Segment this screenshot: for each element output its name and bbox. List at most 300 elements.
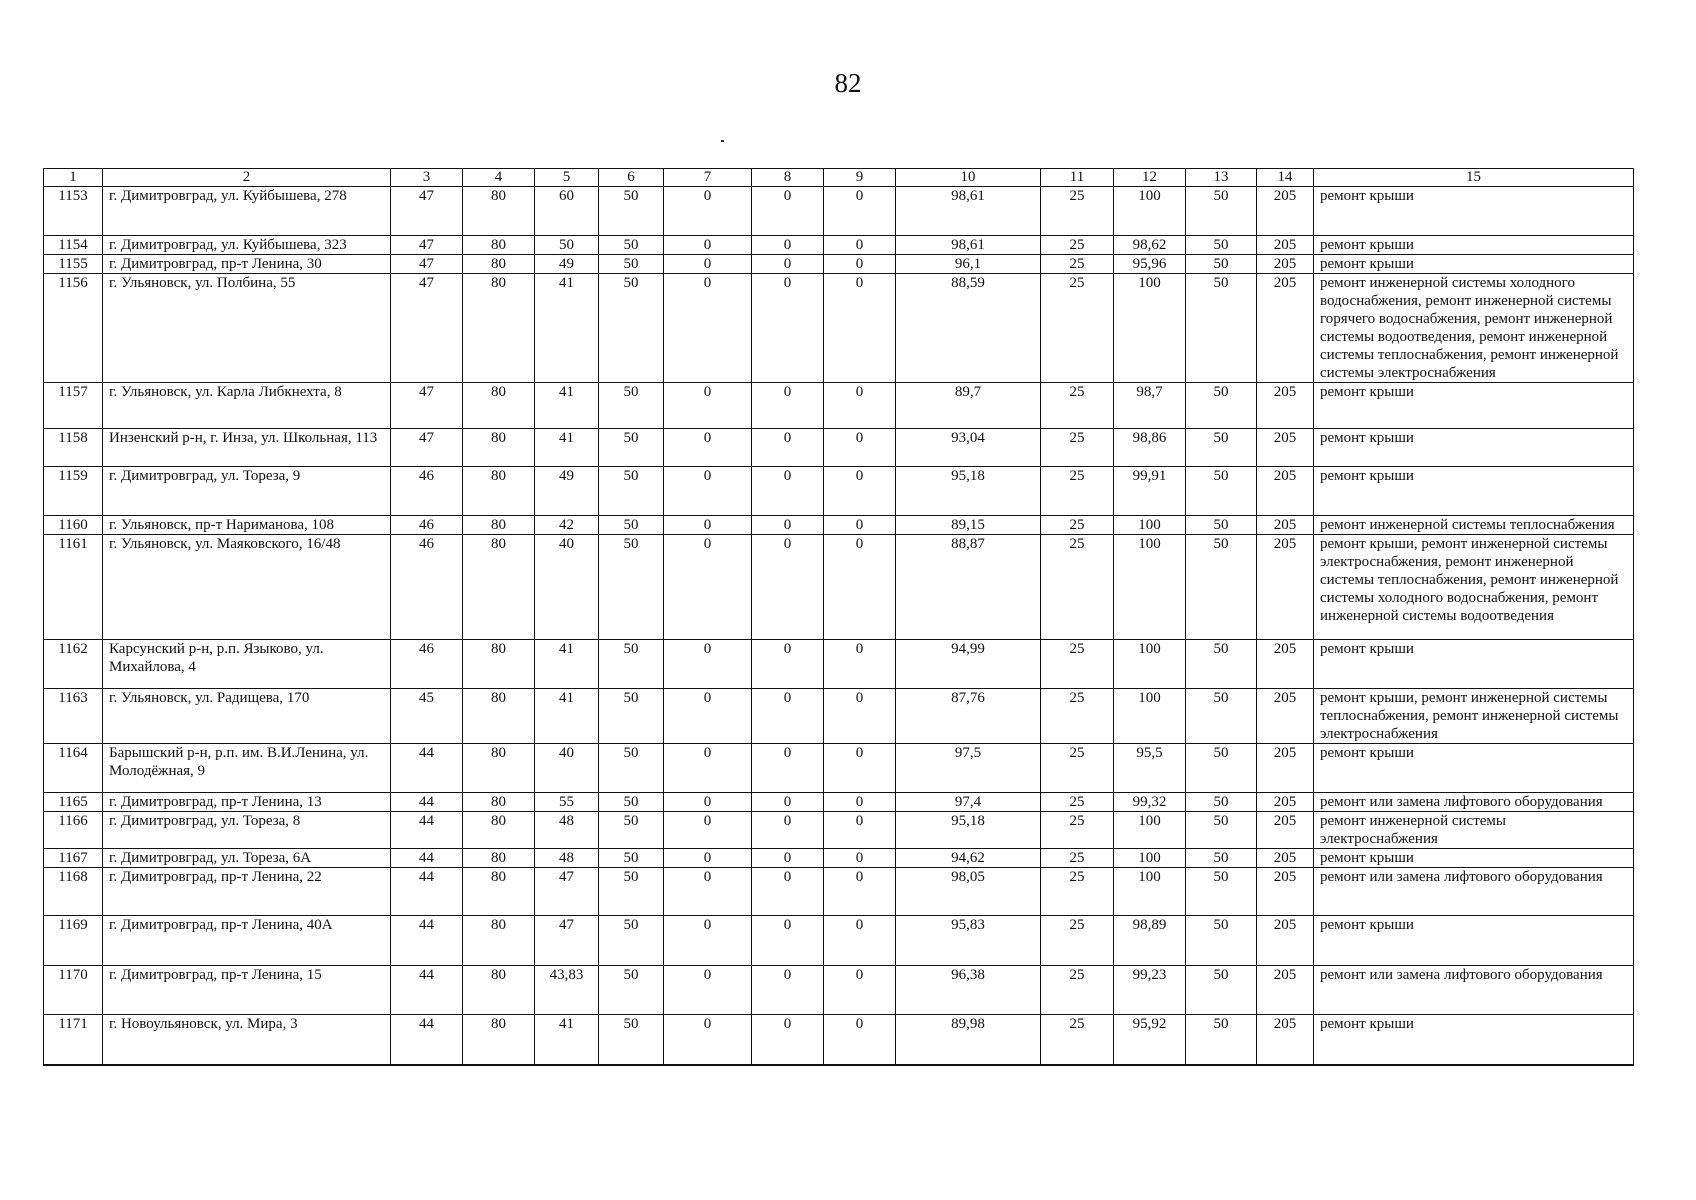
cell-col-15: ремонт крыши [1314,467,1634,516]
cell-col-6: 50 [599,868,664,916]
cell-col-3: 47 [391,187,463,236]
cell-col-7: 0 [664,516,752,535]
cell-col-2: г. Димитровград, пр-т Ленина, 40А [103,916,391,966]
cell-col-2: г. Димитровград, пр-т Ленина, 13 [103,793,391,812]
page-number: 82 [834,68,862,98]
cell-col-8: 0 [752,187,824,236]
cell-col-3: 44 [391,916,463,966]
cell-col-3: 44 [391,868,463,916]
cell-col-13: 50 [1186,467,1257,516]
cell-col-6: 50 [599,689,664,744]
cell-col-1: 1163 [44,689,103,744]
cell-col-5: 50 [535,236,599,255]
cell-col-13: 50 [1186,516,1257,535]
cell-col-13: 50 [1186,1015,1257,1065]
cell-col-10: 96,38 [896,966,1041,1015]
cell-col-6: 50 [599,274,664,383]
table-row [44,535,1634,640]
cell-col-7: 0 [664,535,752,640]
cell-col-8: 0 [752,236,824,255]
cell-col-9: 0 [824,516,896,535]
cell-col-6: 50 [599,187,664,236]
cell-col-12: 98,7 [1114,383,1186,429]
cell-col-7: 0 [664,849,752,868]
cell-col-10: 87,76 [896,689,1041,744]
cell-col-1: 1153 [44,187,103,236]
cell-col-5: 60 [535,187,599,236]
cell-col-12: 99,91 [1114,467,1186,516]
cell-col-2: г. Новоульяновск, ул. Мира, 3 [103,1015,391,1065]
column-number-9: 9 [824,169,896,187]
cell-col-2: г. Димитровград, пр-т Ленина, 22 [103,868,391,916]
cell-col-15: ремонт крыши [1314,1015,1634,1065]
cell-col-14: 205 [1257,274,1314,383]
cell-col-8: 0 [752,429,824,467]
cell-col-12: 100 [1114,516,1186,535]
cell-col-2: г. Ульяновск, пр-т Нариманова, 108 [103,516,391,535]
cell-col-11: 25 [1041,255,1114,274]
cell-col-2: г. Димитровград, ул. Тореза, 8 [103,812,391,849]
cell-col-9: 0 [824,255,896,274]
cell-col-3: 47 [391,255,463,274]
cell-col-9: 0 [824,640,896,689]
cell-col-9: 0 [824,383,896,429]
cell-col-15: ремонт крыши [1314,429,1634,467]
cell-col-3: 44 [391,793,463,812]
cell-col-3: 44 [391,744,463,793]
cell-col-12: 100 [1114,274,1186,383]
cell-col-5: 40 [535,535,599,640]
cell-col-1: 1171 [44,1015,103,1065]
cell-col-1: 1162 [44,640,103,689]
cell-col-6: 50 [599,916,664,966]
cell-col-9: 0 [824,849,896,868]
cell-col-5: 40 [535,744,599,793]
cell-col-10: 97,5 [896,744,1041,793]
cell-col-13: 50 [1186,966,1257,1015]
cell-col-7: 0 [664,383,752,429]
cell-col-12: 99,32 [1114,793,1186,812]
cell-col-13: 50 [1186,383,1257,429]
table-row [44,187,1634,236]
cell-col-13: 50 [1186,812,1257,849]
cell-col-4: 80 [463,535,535,640]
table-row [44,516,1634,535]
cell-col-7: 0 [664,868,752,916]
cell-col-8: 0 [752,1015,824,1065]
cell-col-13: 50 [1186,236,1257,255]
table-row [44,274,1634,383]
cell-col-11: 25 [1041,467,1114,516]
cell-col-14: 205 [1257,793,1314,812]
cell-col-13: 50 [1186,187,1257,236]
table-row [44,689,1634,744]
cell-col-2: Барышский р-н, р.п. им. В.И.Ленина, ул. Молодёжная, 9 [103,744,391,793]
cell-col-3: 46 [391,535,463,640]
cell-col-14: 205 [1257,640,1314,689]
cell-col-15: ремонт крыши [1314,640,1634,689]
cell-col-2: г. Димитровград, пр-т Ленина, 30 [103,255,391,274]
cell-col-14: 205 [1257,383,1314,429]
cell-col-8: 0 [752,868,824,916]
cell-col-13: 50 [1186,274,1257,383]
cell-col-1: 1157 [44,383,103,429]
column-number-6: 6 [599,169,664,187]
cell-col-3: 44 [391,849,463,868]
table-row [44,429,1634,467]
cell-col-5: 47 [535,916,599,966]
cell-col-10: 98,61 [896,236,1041,255]
cell-col-1: 1158 [44,429,103,467]
cell-col-10: 98,61 [896,187,1041,236]
cell-col-11: 25 [1041,849,1114,868]
cell-col-15: ремонт инженерной системы электроснабжения [1314,812,1634,849]
cell-col-2: г. Ульяновск, ул. Радищева, 170 [103,689,391,744]
cell-col-15: ремонт крыши [1314,849,1634,868]
cell-col-14: 205 [1257,535,1314,640]
cell-col-11: 25 [1041,535,1114,640]
cell-col-1: 1155 [44,255,103,274]
cell-col-13: 50 [1186,916,1257,966]
table-row [44,467,1634,516]
cell-col-14: 205 [1257,689,1314,744]
column-number-12: 12 [1114,169,1186,187]
cell-col-4: 80 [463,1015,535,1065]
cell-col-1: 1161 [44,535,103,640]
scan-speck [721,140,724,142]
table-row [44,255,1634,274]
cell-col-4: 80 [463,812,535,849]
cell-col-4: 80 [463,255,535,274]
cell-col-2: г. Ульяновск, ул. Полбина, 55 [103,274,391,383]
cell-col-11: 25 [1041,429,1114,467]
cell-col-7: 0 [664,429,752,467]
cell-col-8: 0 [752,467,824,516]
cell-col-11: 25 [1041,689,1114,744]
cell-col-3: 47 [391,236,463,255]
cell-col-4: 80 [463,849,535,868]
cell-col-15: ремонт крыши, ремонт инженерной системы электроснабжения, ремонт инженерной системы теплоснабжения, ремонт инженерной системы холодного водоснабжения, ремонт инженерной системы водоотведения [1314,535,1634,640]
cell-col-10: 96,1 [896,255,1041,274]
cell-col-14: 205 [1257,467,1314,516]
cell-col-4: 80 [463,640,535,689]
cell-col-7: 0 [664,236,752,255]
column-number-3: 3 [391,169,463,187]
cell-col-8: 0 [752,916,824,966]
cell-col-5: 48 [535,812,599,849]
cell-col-5: 49 [535,467,599,516]
cell-col-5: 41 [535,429,599,467]
cell-col-10: 94,62 [896,849,1041,868]
cell-col-2: г. Ульяновск, ул. Карла Либкнехта, 8 [103,383,391,429]
cell-col-3: 44 [391,1015,463,1065]
table-row [44,916,1634,966]
cell-col-11: 25 [1041,1015,1114,1065]
cell-col-15: ремонт крыши [1314,187,1634,236]
cell-col-12: 100 [1114,868,1186,916]
cell-col-10: 89,7 [896,383,1041,429]
cell-col-3: 46 [391,516,463,535]
cell-col-8: 0 [752,689,824,744]
column-number-15: 15 [1314,169,1634,187]
cell-col-15: ремонт крыши [1314,916,1634,966]
cell-col-13: 50 [1186,255,1257,274]
cell-col-10: 97,4 [896,793,1041,812]
cell-col-5: 41 [535,274,599,383]
cell-col-15: ремонт или замена лифтового оборудования [1314,793,1634,812]
cell-col-10: 88,59 [896,274,1041,383]
cell-col-5: 42 [535,516,599,535]
cell-col-14: 205 [1257,812,1314,849]
cell-col-12: 98,62 [1114,236,1186,255]
cell-col-4: 80 [463,429,535,467]
cell-col-8: 0 [752,812,824,849]
cell-col-6: 50 [599,255,664,274]
cell-col-14: 205 [1257,1015,1314,1065]
cell-col-4: 80 [463,467,535,516]
cell-col-1: 1164 [44,744,103,793]
cell-col-14: 205 [1257,744,1314,793]
table-row [44,812,1634,849]
cell-col-14: 205 [1257,236,1314,255]
cell-col-12: 99,23 [1114,966,1186,1015]
cell-col-8: 0 [752,744,824,793]
cell-col-2: Инзенский р-н, г. Инза, ул. Школьная, 113 [103,429,391,467]
cell-col-12: 95,5 [1114,744,1186,793]
cell-col-7: 0 [664,640,752,689]
cell-col-6: 50 [599,1015,664,1065]
table-header [44,169,1634,187]
cell-col-8: 0 [752,274,824,383]
column-number-4: 4 [463,169,535,187]
cell-col-4: 80 [463,383,535,429]
cell-col-4: 80 [463,916,535,966]
cell-col-14: 205 [1257,916,1314,966]
table-row [44,744,1634,793]
cell-col-7: 0 [664,274,752,383]
cell-col-11: 25 [1041,274,1114,383]
cell-col-7: 0 [664,467,752,516]
cell-col-5: 41 [535,1015,599,1065]
cell-col-9: 0 [824,868,896,916]
table-row [44,640,1634,689]
cell-col-6: 50 [599,793,664,812]
cell-col-7: 0 [664,255,752,274]
cell-col-4: 80 [463,187,535,236]
cell-col-15: ремонт инженерной системы холодного водоснабжения, ремонт инженерной системы горячего водоснабжения, ремонт инженерной системы водоотведения, ремонт инженерной системы теплоснабжения, ремонт инженерной системы электроснабжения [1314,274,1634,383]
cell-col-3: 46 [391,467,463,516]
cell-col-12: 95,96 [1114,255,1186,274]
column-number-11: 11 [1041,169,1114,187]
cell-col-7: 0 [664,744,752,793]
cell-col-10: 93,04 [896,429,1041,467]
cell-col-2: г. Ульяновск, ул. Маяковского, 16/48 [103,535,391,640]
cell-col-6: 50 [599,236,664,255]
cell-col-9: 0 [824,966,896,1015]
cell-col-6: 50 [599,535,664,640]
cell-col-12: 100 [1114,812,1186,849]
cell-col-10: 89,98 [896,1015,1041,1065]
cell-col-13: 50 [1186,429,1257,467]
cell-col-15: ремонт или замена лифтового оборудования [1314,868,1634,916]
cell-col-12: 100 [1114,689,1186,744]
cell-col-5: 47 [535,868,599,916]
cell-col-4: 80 [463,868,535,916]
cell-col-12: 100 [1114,640,1186,689]
cell-col-4: 80 [463,744,535,793]
cell-col-3: 47 [391,383,463,429]
cell-col-13: 50 [1186,868,1257,916]
cell-col-5: 43,83 [535,966,599,1015]
cell-col-11: 25 [1041,793,1114,812]
column-number-2: 2 [103,169,391,187]
column-number-5: 5 [535,169,599,187]
column-number-14: 14 [1257,169,1314,187]
cell-col-7: 0 [664,916,752,966]
cell-col-6: 50 [599,849,664,868]
cell-col-12: 100 [1114,187,1186,236]
cell-col-9: 0 [824,429,896,467]
cell-col-11: 25 [1041,383,1114,429]
cell-col-6: 50 [599,383,664,429]
cell-col-12: 98,86 [1114,429,1186,467]
column-number-7: 7 [664,169,752,187]
cell-col-6: 50 [599,516,664,535]
cell-col-11: 25 [1041,187,1114,236]
cell-col-1: 1160 [44,516,103,535]
cell-col-5: 41 [535,640,599,689]
cell-col-2: г. Димитровград, ул. Куйбышева, 323 [103,236,391,255]
cell-col-13: 50 [1186,535,1257,640]
cell-col-2: г. Димитровград, пр-т Ленина, 15 [103,966,391,1015]
column-number-10: 10 [896,169,1041,187]
cell-col-7: 0 [664,689,752,744]
cell-col-7: 0 [664,187,752,236]
table-row [44,849,1634,868]
cell-col-3: 47 [391,274,463,383]
cell-col-10: 95,83 [896,916,1041,966]
cell-col-9: 0 [824,793,896,812]
cell-col-2: г. Димитровград, ул. Тореза, 6А [103,849,391,868]
cell-col-13: 50 [1186,689,1257,744]
cell-col-10: 94,99 [896,640,1041,689]
cell-col-4: 80 [463,516,535,535]
cell-col-15: ремонт крыши [1314,383,1634,429]
cell-col-7: 0 [664,966,752,1015]
cell-col-2: г. Димитровград, ул. Тореза, 9 [103,467,391,516]
cell-col-8: 0 [752,383,824,429]
cell-col-15: ремонт или замена лифтового оборудования [1314,966,1634,1015]
cell-col-5: 49 [535,255,599,274]
cell-col-1: 1165 [44,793,103,812]
cell-col-15: ремонт крыши [1314,255,1634,274]
cell-col-9: 0 [824,187,896,236]
cell-col-11: 25 [1041,916,1114,966]
cell-col-11: 25 [1041,236,1114,255]
cell-col-9: 0 [824,744,896,793]
cell-col-14: 205 [1257,187,1314,236]
cell-col-5: 55 [535,793,599,812]
cell-col-14: 205 [1257,516,1314,535]
cell-col-1: 1170 [44,966,103,1015]
cell-col-3: 45 [391,689,463,744]
cell-col-14: 205 [1257,849,1314,868]
cell-col-7: 0 [664,793,752,812]
cell-col-4: 80 [463,966,535,1015]
cell-col-6: 50 [599,429,664,467]
cell-col-8: 0 [752,255,824,274]
cell-col-10: 89,15 [896,516,1041,535]
cell-col-9: 0 [824,274,896,383]
cell-col-6: 50 [599,467,664,516]
table-row [44,1015,1634,1065]
cell-col-2: Карсунский р-н, р.п. Языково, ул. Михайлова, 4 [103,640,391,689]
cell-col-10: 88,87 [896,535,1041,640]
cell-col-14: 205 [1257,868,1314,916]
cell-col-14: 205 [1257,429,1314,467]
cell-col-3: 44 [391,812,463,849]
cell-col-13: 50 [1186,849,1257,868]
cell-col-1: 1167 [44,849,103,868]
cell-col-8: 0 [752,516,824,535]
cell-col-6: 50 [599,640,664,689]
cell-col-11: 25 [1041,516,1114,535]
cell-col-14: 205 [1257,966,1314,1015]
table-row [44,383,1634,429]
cell-col-15: ремонт крыши [1314,744,1634,793]
cell-col-12: 98,89 [1114,916,1186,966]
cell-col-11: 25 [1041,966,1114,1015]
cell-col-3: 46 [391,640,463,689]
cell-col-1: 1159 [44,467,103,516]
cell-col-7: 0 [664,1015,752,1065]
cell-col-12: 95,92 [1114,1015,1186,1065]
cell-col-10: 95,18 [896,467,1041,516]
cell-col-8: 0 [752,966,824,1015]
table-body [44,187,1634,1065]
cell-col-7: 0 [664,812,752,849]
cell-col-12: 100 [1114,849,1186,868]
cell-col-8: 0 [752,640,824,689]
table-row [44,236,1634,255]
cell-col-9: 0 [824,812,896,849]
cell-col-9: 0 [824,689,896,744]
cell-col-6: 50 [599,966,664,1015]
cell-col-2: г. Димитровград, ул. Куйбышева, 278 [103,187,391,236]
cell-col-9: 0 [824,467,896,516]
cell-col-4: 80 [463,793,535,812]
cell-col-11: 25 [1041,868,1114,916]
cell-col-4: 80 [463,274,535,383]
cell-col-6: 50 [599,744,664,793]
cell-col-1: 1156 [44,274,103,383]
cell-col-10: 95,18 [896,812,1041,849]
cell-col-1: 1166 [44,812,103,849]
cell-col-6: 50 [599,812,664,849]
cell-col-15: ремонт инженерной системы теплоснабжения [1314,516,1634,535]
table-row [44,966,1634,1015]
column-number-8: 8 [752,169,824,187]
cell-col-4: 80 [463,689,535,744]
cell-col-8: 0 [752,793,824,812]
table-row [44,868,1634,916]
cell-col-13: 50 [1186,744,1257,793]
column-number-1: 1 [44,169,103,187]
table-row [44,793,1634,812]
cell-col-11: 25 [1041,640,1114,689]
cell-col-5: 41 [535,383,599,429]
cell-col-5: 41 [535,689,599,744]
